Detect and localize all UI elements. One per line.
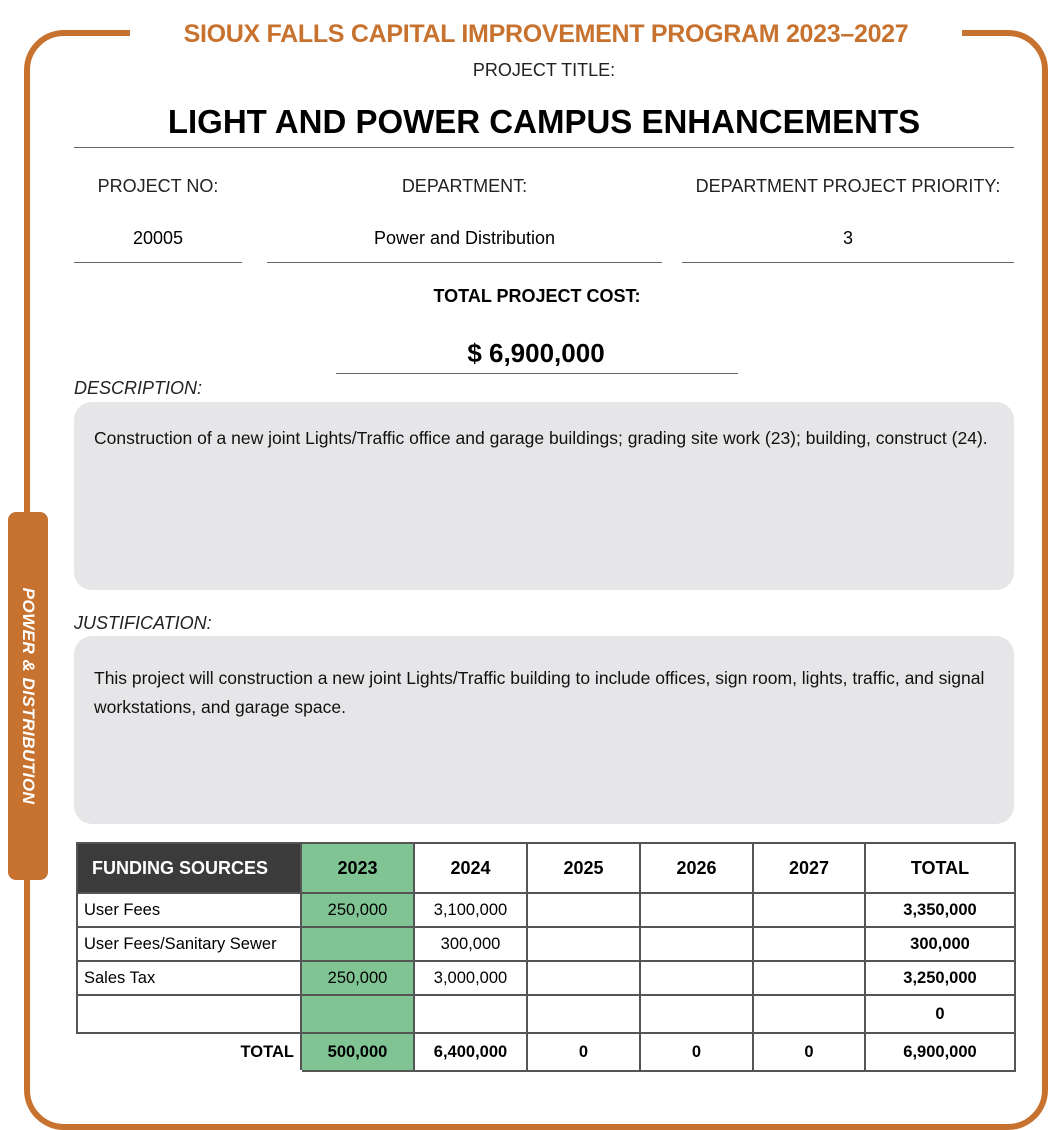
row-source: User Fees [77,893,301,927]
project-title: LIGHT AND POWER CAMPUS ENHANCEMENTS [167,103,921,140]
cell-2026 [640,927,753,961]
justification-label: JUSTIFICATION: [74,613,212,633]
priority-value: 3 [842,228,853,248]
cost-underline [336,373,738,374]
cell-2023 [301,995,414,1033]
cell-2025 [527,961,640,995]
title-divider [74,147,1014,148]
cell-2027 [753,893,865,927]
cell-row-total: 0 [865,995,1015,1033]
header-year-2026: 2026 [640,843,753,893]
department-value: Power and Distribution [373,228,556,248]
cell-2024: 3,100,000 [414,893,527,927]
total-2026: 0 [640,1033,753,1071]
cell-2027 [753,961,865,995]
total-2027: 0 [753,1033,865,1071]
program-title: SIOUX FALLS CAPITAL IMPROVEMENT PROGRAM 2023–2027 [183,20,909,48]
row-source: User Fees/Sanitary Sewer [77,927,301,961]
priority-label: DEPARTMENT PROJECT PRIORITY: [695,176,1001,196]
cell-2025 [527,995,640,1033]
cell-2023: 250,000 [301,893,414,927]
header-year-2023: 2023 [301,843,414,893]
cell-2027 [753,995,865,1033]
cell-2027 [753,927,865,961]
cell-2026 [640,961,753,995]
department-label: DEPARTMENT: [401,176,528,196]
cell-2026 [640,893,753,927]
total-cost-value: $ 6,900,000 [467,338,605,368]
table-row [77,961,1015,995]
total-2024: 6,400,000 [414,1033,527,1071]
description-box [74,402,1014,590]
header-funding-sources: FUNDING SOURCES [77,843,301,893]
description-text: Construction of a new joint Lights/Traffic office and garage buildings; grading site work (23); building, construct (24). [94,428,988,448]
cell-row-total: 3,350,000 [865,893,1015,927]
justification-box [74,636,1014,824]
cell-row-total: 3,250,000 [865,961,1015,995]
department-underline [267,262,662,263]
side-tab-label: POWER & DISTRIBUTION [19,587,38,805]
project-number-label: PROJECT NO: [97,176,219,196]
project-number-underline [74,262,242,263]
department-side-tab [8,512,48,880]
header-total: TOTAL [865,843,1015,893]
funding-total-row [77,1033,1015,1071]
cell-2026 [640,995,753,1033]
priority-underline [682,262,1014,263]
funding-header-row [77,843,1015,893]
funding-sources-table [76,842,1016,1072]
table-row [77,893,1015,927]
table-row [77,995,1015,1033]
header-year-2024: 2024 [414,843,527,893]
cell-2023 [301,927,414,961]
row-source [77,995,301,1033]
row-source: Sales Tax [77,961,301,995]
total-row-label: TOTAL [77,1033,301,1071]
project-title-label: PROJECT TITLE: [472,60,616,80]
header-year-2025: 2025 [527,843,640,893]
total-2023: 500,000 [301,1033,414,1071]
cell-2025 [527,927,640,961]
cell-2024 [414,995,527,1033]
header-year-2027: 2027 [753,843,865,893]
description-label: DESCRIPTION: [74,378,203,398]
cell-2025 [527,893,640,927]
grand-total: 6,900,000 [865,1033,1015,1071]
justification-text: This project will construction a new joint Lights/Traffic building to include offices, sign room, lights, traffic, and signal workstations, and garage space. [94,668,985,717]
cell-2023: 250,000 [301,961,414,995]
total-cost-label: TOTAL PROJECT COST: [433,286,641,306]
cell-2024: 3,000,000 [414,961,527,995]
cell-row-total: 300,000 [865,927,1015,961]
total-2025: 0 [527,1033,640,1071]
program-header [130,14,962,54]
table-row [77,927,1015,961]
project-number-value: 20005 [132,228,184,248]
cell-2024: 300,000 [414,927,527,961]
